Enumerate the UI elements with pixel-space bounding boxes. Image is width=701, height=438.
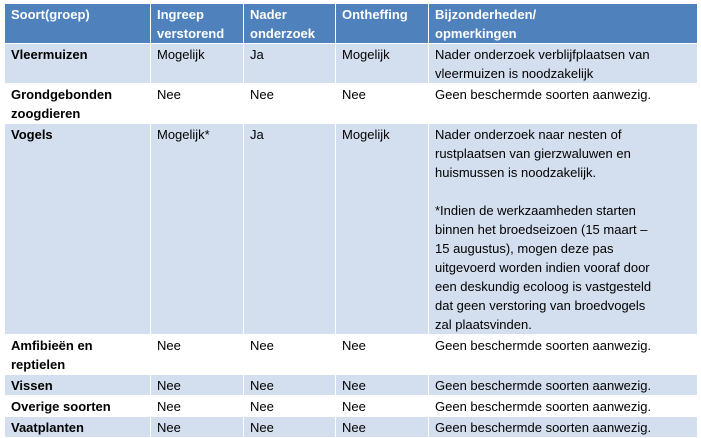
cell-opmerking: Geen beschermde soorten aanwezig. [429, 335, 698, 375]
cell-ontheffing: Mogelijk [336, 44, 429, 84]
cell-opmerking: Geen beschermde soorten aanwezig. [429, 375, 698, 396]
cell-ingreep: Mogelijk* [151, 124, 244, 335]
cell-opmerking: Geen beschermde soorten aanwezig. [429, 396, 698, 417]
header-ontheffing: Ontheffing [336, 4, 429, 44]
cell-opmerking: Nader onderzoek naar nesten of rustplaatsen van gierzwaluwen en huismussen is noodzakelijk. *Indien de werkzaamheden starten binnen het broedseizoen (15 maart – 15 augustus), mogen deze pas uitgevoerd worden indien vooraf door een deskundig ecoloog is vastgesteld dat geen verstoring van broedvogels zal plaatsvinden. [429, 124, 698, 335]
cell-opmerking: Nader onderzoek verblijfplaatsen van vleermuizen is noodzakelijk [429, 44, 698, 84]
cell-opmerking: Geen beschermde soorten aanwezig. [429, 417, 698, 438]
cell-ingreep: Mogelijk [151, 44, 244, 84]
table-row [5, 417, 698, 438]
table-row [5, 335, 698, 375]
header-nader: Nader onderzoek [244, 4, 336, 44]
cell-ingreep: Nee [151, 375, 244, 396]
cell-nader: Nee [244, 84, 336, 124]
footnote-line: dat geen verstoring van broedvogels [435, 298, 646, 313]
cell-ingreep: Nee [151, 417, 244, 438]
cell-nader: Nee [244, 375, 336, 396]
cell-ontheffing: Nee [336, 335, 429, 375]
table-row [5, 396, 698, 417]
cell-ingreep: Nee [151, 335, 244, 375]
cell-ontheffing: Nee [336, 375, 429, 396]
cell-soort: Amfibieën en reptielen [5, 335, 151, 375]
footnote-line: zal plaatsvinden. [435, 317, 532, 332]
species-table [4, 3, 698, 438]
cell-soort: Vogels [5, 124, 151, 335]
footnote-line: een deskundig ecoloog is vastgesteld [435, 279, 652, 294]
paragraph-gap [435, 182, 691, 201]
cell-soort: Overige soorten [5, 396, 151, 417]
header-ingreep: Ingreep verstorend [151, 4, 244, 44]
cell-nader: Nee [244, 396, 336, 417]
table-row [5, 84, 698, 124]
table-row [5, 44, 698, 84]
cell-soort: Vaatplanten [5, 417, 151, 438]
table-row [5, 124, 698, 335]
cell-nader: Nee [244, 335, 336, 375]
cell-nader: Ja [244, 124, 336, 335]
cell-ontheffing: Mogelijk [336, 124, 429, 335]
cell-soort: Vissen [5, 375, 151, 396]
cell-nader: Nee [244, 417, 336, 438]
cell-ontheffing: Nee [336, 417, 429, 438]
cell-ingreep: Nee [151, 84, 244, 124]
cell-ontheffing: Nee [336, 84, 429, 124]
footnote-line: binnen het broedseizoen (15 maart – [435, 222, 648, 237]
cell-nader: Ja [244, 44, 336, 84]
cell-ontheffing: Nee [336, 396, 429, 417]
footnote-line: *Indien de werkzaamheden starten [435, 203, 636, 218]
footnote-line: 15 augustus), mogen deze pas [435, 241, 614, 256]
footnote-line: uitgevoerd worden indien vooraf door [435, 260, 650, 275]
cell-soort: Vleermuizen [5, 44, 151, 84]
header-soort: Soort(groep) [5, 4, 151, 44]
header-opmerkingen: Bijzonderheden/ opmerkingen [429, 4, 698, 44]
table-row [5, 375, 698, 396]
cell-soort: Grondgebonden zoogdieren [5, 84, 151, 124]
cell-ingreep: Nee [151, 396, 244, 417]
cell-opmerking: Geen beschermde soorten aanwezig. [429, 84, 698, 124]
header-row [5, 4, 698, 44]
